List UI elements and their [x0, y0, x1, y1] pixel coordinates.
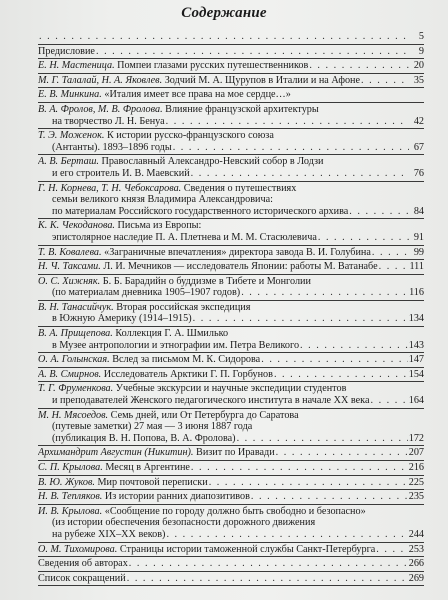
toc-line-text — [38, 287, 240, 299]
leader-dots — [237, 433, 408, 445]
toc-title: К истории русско-французского союза — [104, 130, 274, 142]
toc-entry — [38, 505, 424, 543]
toc-line-text — [38, 276, 311, 288]
toc-title: и его строитель И. В. Маевский — [52, 167, 190, 179]
toc-author: А. В. Смирнов. — [38, 368, 102, 380]
page-number: 225 — [408, 476, 424, 488]
page-number: 216 — [408, 462, 424, 473]
toc-line — [38, 544, 424, 556]
toc-line-text — [38, 261, 378, 273]
toc-title: (путевые заметки) 27 мая — 3 июня 1887 года — [52, 421, 253, 433]
toc-line-text — [38, 156, 324, 168]
toc-line-text — [38, 183, 296, 195]
toc-line-text — [38, 313, 192, 325]
toc-entry — [38, 461, 424, 476]
page-number: 207 — [408, 447, 424, 459]
toc-author: А. В. Берташ. — [38, 156, 99, 168]
toc-title: «Италия имеет все права на мое сердце…» — [101, 89, 291, 101]
toc-line-text — [38, 421, 252, 433]
toc-entry — [38, 88, 424, 103]
toc-entry — [38, 368, 424, 383]
leader-dots — [127, 573, 408, 585]
toc-line-text — [38, 517, 315, 529]
toc-author: В. А. Фролов, М. В. Фролова. — [38, 103, 163, 115]
leader-dots — [39, 31, 409, 43]
leader-dots — [318, 232, 409, 244]
toc-entry — [38, 219, 424, 245]
leader-dots — [276, 447, 408, 459]
toc-entry — [38, 30, 424, 45]
toc-title: Предисловие — [38, 45, 95, 57]
toc-title: на рубеже XIX–XX веков) — [52, 528, 166, 540]
toc-title: Исследователь Арктики Г. П. Горбунов — [101, 368, 273, 380]
toc-author: М. Н. Мясоедов. — [38, 409, 109, 421]
toc-author: Е. Н. Мастеница. — [38, 60, 115, 72]
toc-line — [38, 369, 424, 381]
toc-line — [38, 142, 424, 154]
toc-author: О. С. Хижняк. — [38, 275, 101, 287]
page-number: 35 — [413, 74, 424, 86]
page-number: 235 — [408, 491, 424, 503]
toc-line — [38, 433, 424, 445]
page-number: 99 — [413, 246, 424, 258]
toc-line-text — [38, 168, 190, 180]
toc-line-text — [38, 302, 250, 314]
toc-title: Помпеи глазами русских путешественников — [114, 60, 309, 72]
page-number: 67 — [413, 141, 424, 153]
toc-author: Н. В. Тепляков. — [38, 491, 103, 503]
toc-line-text — [38, 447, 275, 459]
leader-dots — [191, 168, 409, 180]
page-number: 116 — [409, 287, 424, 299]
page-number: 164 — [408, 395, 424, 407]
page-number: 9 — [418, 45, 424, 57]
toc-line — [38, 410, 424, 422]
leader-dots — [379, 261, 409, 273]
toc-entry — [38, 446, 424, 461]
page-number: 266 — [408, 558, 424, 570]
toc-line — [38, 340, 424, 352]
toc-line — [38, 447, 424, 459]
toc-line — [38, 506, 424, 518]
page-number: 84 — [413, 205, 424, 217]
toc-line-text — [38, 433, 236, 445]
toc-line — [38, 130, 424, 142]
toc-line-text — [38, 462, 190, 474]
toc-line-text — [38, 491, 250, 503]
toc-author: Е. В. Минкина. — [38, 89, 102, 101]
toc-line — [38, 116, 424, 128]
toc-author: В. Ю. Жуков. — [38, 476, 95, 488]
toc-title: Православный Александро-Невский собор в Лодзи — [98, 156, 324, 168]
page-number: 269 — [408, 572, 424, 584]
toc-line — [38, 206, 424, 218]
toc-line-text — [38, 194, 273, 206]
toc-line-text — [38, 544, 375, 556]
toc-entry — [38, 476, 424, 491]
toc-line — [38, 491, 424, 503]
toc-title: Из истории ранних диапозитивов — [102, 491, 250, 503]
toc-title: Мир почтовой переписки — [94, 476, 208, 488]
toc-author: И. В. Крылова. — [38, 505, 103, 517]
toc-line — [38, 261, 424, 273]
toc-title: (по материалам дневника 1905–1907 годов) — [52, 287, 241, 299]
toc-title: Страницы истории таможенной службы Санкт-Петербурга — [117, 543, 376, 555]
leader-dots — [370, 395, 407, 407]
page-number: 143 — [408, 339, 424, 351]
leader-dots — [376, 544, 407, 556]
toc-title: (публикация В. Н. Попова, В. А. Фролова) — [52, 432, 236, 444]
toc-line — [38, 31, 424, 43]
page-number: 42 — [413, 115, 424, 127]
toc-line-text — [38, 60, 308, 72]
leader-dots — [129, 558, 408, 570]
toc-author: Т. Г. Фруменкова. — [38, 383, 114, 395]
toc-line-text — [38, 369, 273, 381]
toc-author: О. М. Тихомирова. — [38, 543, 118, 555]
leader-dots — [261, 354, 408, 366]
leader-dots — [96, 46, 409, 58]
leader-dots — [274, 369, 408, 381]
toc-line-text — [38, 410, 299, 422]
toc-author: С. П. Крылова. — [38, 462, 103, 473]
toc-entry — [38, 74, 424, 89]
toc-line — [38, 383, 424, 395]
leader-dots — [241, 287, 408, 299]
toc-author: К. К. Чекоданова. — [38, 220, 115, 232]
toc-line — [38, 247, 424, 259]
leader-dots — [193, 313, 408, 325]
toc-line — [38, 104, 424, 116]
toc-entry — [38, 129, 424, 155]
toc-line-text — [38, 89, 291, 101]
toc-author: Т. Э. Моженок. — [38, 130, 105, 142]
toc-entry — [38, 260, 424, 275]
toc-line — [38, 220, 424, 232]
toc-entry — [38, 59, 424, 74]
toc-line-text — [38, 383, 346, 395]
toc-entry — [38, 327, 424, 353]
leader-dots — [166, 529, 407, 541]
toc-title: Месяц в Аргентине — [102, 462, 190, 473]
toc-title: семьи великого князя Владимира Александровича: — [52, 194, 273, 206]
toc-entry — [38, 45, 424, 60]
toc-title: Влияние французской архитектуры — [162, 103, 319, 115]
leader-dots — [309, 60, 409, 72]
toc-entry — [38, 572, 424, 587]
toc-line-text — [38, 232, 317, 244]
toc-line — [38, 156, 424, 168]
toc-line — [38, 313, 424, 325]
toc-line — [38, 60, 424, 72]
page-number: 111 — [409, 261, 424, 273]
toc-title: Визит по Иравади — [193, 447, 275, 459]
toc-author: Архимандрит Августин (Никитин). — [38, 447, 194, 459]
toc-entry — [38, 409, 424, 447]
toc-line-text — [38, 220, 201, 232]
toc-title: в Музее антропологии и этнографии им. Петра Великого — [52, 339, 300, 351]
toc-title: по материалам Российского государственного исторического архива — [52, 205, 349, 217]
toc-line — [38, 395, 424, 407]
toc-line — [38, 46, 424, 58]
toc-line-text — [38, 328, 228, 340]
page-number: 5 — [418, 31, 424, 42]
toc-line-text — [38, 116, 165, 128]
toc-line — [38, 287, 424, 299]
toc-title: Письма из Европы: — [114, 220, 202, 232]
page-number: 76 — [413, 167, 424, 179]
toc-title: Семь дней, или От Петербурга до Саратова — [108, 409, 299, 421]
toc-title: (Антанты). 1893–1896 годы — [52, 141, 172, 153]
page-number: 244 — [408, 528, 424, 540]
toc-line — [38, 183, 424, 195]
toc-line — [38, 302, 424, 314]
toc-entry — [38, 246, 424, 261]
toc-line — [38, 89, 424, 101]
table-of-contents — [38, 30, 424, 586]
leader-dots — [251, 491, 408, 503]
toc-line — [38, 573, 424, 585]
toc-line — [38, 354, 424, 366]
toc-title: Сведения о путешествиях — [181, 182, 297, 194]
toc-line — [38, 75, 424, 87]
toc-entry — [38, 382, 424, 408]
toc-line-text — [38, 104, 319, 116]
leader-dots — [372, 247, 409, 259]
toc-line — [38, 477, 424, 489]
toc-title: Вслед за письмом М. К. Сидорова — [109, 354, 261, 366]
toc-line-text — [38, 142, 172, 154]
leader-dots — [191, 462, 408, 474]
page-number: 253 — [408, 543, 424, 555]
toc-line-text — [38, 395, 369, 407]
toc-title: на творчество Л. Н. Бенуа — [52, 115, 165, 127]
toc-line-text — [38, 46, 95, 58]
toc-author: В. Н. Танасийчук. — [38, 301, 114, 313]
toc-author: Т. В. Ковалева. — [38, 246, 102, 258]
page-number: 154 — [408, 368, 424, 380]
toc-line-text — [38, 529, 165, 541]
leader-dots — [300, 340, 408, 352]
page-number: 20 — [413, 60, 424, 72]
page-number: 172 — [408, 432, 424, 444]
toc-line — [38, 276, 424, 288]
toc-line — [38, 462, 424, 474]
toc-line — [38, 328, 424, 340]
toc-title: в Южную Америку (1914–1915) — [52, 313, 192, 325]
toc-entry — [38, 182, 424, 220]
toc-title: Б. Б. Барадийн о буддизме в Тибете и Монголии — [100, 275, 311, 287]
leader-dots — [173, 142, 409, 154]
toc-title: Л. И. Мечников — исследователь Японии: работы М. Ватанабе — [100, 261, 378, 273]
toc-title: и преподавателей Женского педагогического института в начале XX века — [52, 395, 370, 407]
page-number: 134 — [408, 313, 424, 325]
toc-author: Н. Ч. Таксами. — [38, 261, 101, 273]
toc-line — [38, 168, 424, 180]
toc-entry — [38, 490, 424, 505]
toc-title: Учебные экскурсии и научные экспедиции студентов — [113, 383, 347, 395]
toc-line — [38, 558, 424, 570]
toc-line-text — [38, 506, 366, 518]
toc-title: Список сокращений — [38, 572, 126, 584]
toc-entry — [38, 103, 424, 129]
page-title: Содержание — [181, 5, 267, 21]
toc-entry — [38, 353, 424, 368]
toc-line — [38, 529, 424, 541]
toc-line-text — [38, 340, 299, 352]
toc-title: Вторая российская экспедиция — [113, 301, 251, 313]
toc-title: Коллекция Г. А. Шмилько — [112, 328, 229, 340]
toc-line — [38, 194, 424, 206]
toc-line-text — [38, 130, 274, 142]
toc-entry — [38, 155, 424, 181]
toc-line-text — [38, 477, 208, 489]
toc-author: О. А. Голынская. — [38, 354, 110, 366]
toc-title: «Сообщение по городу должно быть свободно и безопасно» — [102, 505, 366, 517]
toc-line-text — [38, 247, 371, 259]
toc-author: В. А. Прищепова. — [38, 328, 113, 340]
toc-title: Сведения об авторах — [38, 558, 128, 570]
toc-title: «Заграничные впечатления» директора завода В. И. Голубина — [101, 246, 371, 258]
toc-author: М. Г. Талалай, Н. А. Яковлев. — [38, 74, 163, 86]
toc-line-text — [38, 75, 360, 87]
toc-entry — [38, 543, 424, 558]
toc-line-text — [38, 206, 348, 218]
toc-line-text — [38, 354, 260, 366]
toc-line-text — [38, 573, 126, 585]
toc-title: (из истории обеспечения безопасности дорожного движения — [52, 517, 316, 529]
toc-line-text — [38, 558, 128, 570]
toc-title: Зодчий М. А. Щурупов в Италии и на Афоне — [162, 74, 361, 86]
page-number: 91 — [413, 231, 424, 243]
toc-line — [38, 517, 424, 529]
toc-line — [38, 421, 424, 433]
toc-author: Г. Н. Корнева, Т. Н. Чебоксарова. — [38, 182, 182, 194]
page-number: 147 — [408, 354, 424, 366]
toc-title: эпистолярное наследие П. А. Плетнева и М. М. Стасюлевича — [52, 231, 317, 243]
leader-dots — [349, 206, 409, 218]
leader-dots — [209, 477, 408, 489]
toc-entry — [38, 301, 424, 327]
leader-dots — [361, 75, 409, 87]
toc-line — [38, 232, 424, 244]
toc-entry — [38, 275, 424, 301]
toc-entry — [38, 557, 424, 572]
leader-dots — [166, 116, 409, 128]
